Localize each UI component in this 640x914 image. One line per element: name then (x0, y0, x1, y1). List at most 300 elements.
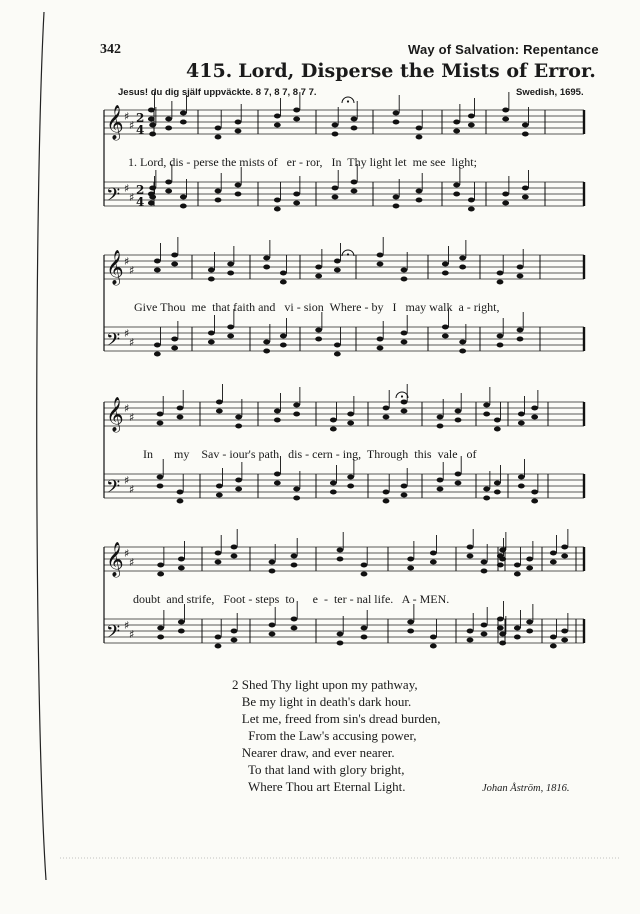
note-head (401, 409, 408, 414)
note-head (148, 108, 155, 113)
note-head (157, 421, 164, 426)
note-head (180, 111, 187, 116)
note-head (455, 481, 462, 486)
note-head (216, 409, 223, 414)
lyrics-line-2: Give Thou me that faith and vi - sion Where - by I may walk a - right, (134, 300, 500, 314)
note-head (291, 626, 298, 631)
note-head (401, 484, 408, 489)
note-head (149, 195, 156, 200)
fermata-dot (347, 100, 349, 102)
note-head (401, 400, 408, 405)
time-signature-top: 2 (136, 111, 145, 125)
note-head (347, 475, 354, 480)
treble-clef-icon: 𝄞 (106, 542, 124, 577)
page-number: 342 (100, 42, 121, 57)
note-head (235, 120, 242, 125)
note-head (483, 412, 490, 417)
note-head (407, 620, 414, 625)
note-head (401, 493, 408, 498)
sharp-icon: ♯ (129, 191, 135, 204)
note-head (383, 415, 390, 420)
note-head (274, 114, 281, 119)
note-head (334, 352, 341, 357)
note-head (526, 620, 533, 625)
note-head (293, 412, 300, 417)
note-head (315, 265, 322, 270)
note-head (330, 427, 337, 432)
note-head (165, 126, 172, 131)
tune-name: Jesus! du dig själf uppväckte. 8 7, 8 7, 8 7 7. (118, 87, 317, 98)
note-head (171, 253, 178, 258)
note-head (274, 418, 281, 423)
note-head (401, 340, 408, 345)
note-head (180, 204, 187, 209)
note-head (416, 189, 423, 194)
note-head (293, 192, 300, 197)
note-head (177, 499, 184, 504)
note-head (468, 123, 475, 128)
note-head (269, 560, 276, 565)
note-head (157, 563, 164, 568)
note-head (330, 490, 337, 495)
note-head (497, 563, 504, 568)
sharp-icon: ♯ (129, 411, 135, 424)
note-head (177, 406, 184, 411)
note-head (269, 569, 276, 574)
note-head (165, 117, 172, 122)
note-head (231, 545, 238, 550)
note-head (561, 554, 568, 559)
lyrics-line-3: In my Sav - iour's path dis - cern - ing, Through this vale of (143, 447, 477, 461)
note-head (157, 626, 164, 631)
note-head (497, 343, 504, 348)
note-head (467, 545, 474, 550)
note-head (216, 493, 223, 498)
sharp-icon: ♯ (129, 483, 135, 496)
note-head (274, 198, 281, 203)
note-head (178, 629, 185, 634)
note-head (332, 186, 339, 191)
sharp-icon: ♯ (129, 336, 135, 349)
note-head (561, 629, 568, 634)
note-head (526, 629, 533, 634)
note-head (280, 280, 287, 285)
note-head (334, 343, 341, 348)
note-head (531, 490, 538, 495)
note-head (274, 207, 281, 212)
note-head (416, 135, 423, 140)
note-head (177, 490, 184, 495)
note-head (401, 277, 408, 282)
note-head (148, 117, 155, 122)
fermata-dot (401, 395, 403, 397)
note-head (494, 427, 501, 432)
note-head (377, 262, 384, 267)
sharp-icon: ♯ (124, 327, 130, 340)
note-head (227, 325, 234, 330)
note-head (337, 557, 344, 562)
note-head (235, 424, 242, 429)
note-head (499, 548, 506, 553)
sharp-icon: ♯ (124, 402, 130, 415)
note-head (517, 274, 524, 279)
note-head (280, 271, 287, 276)
note-head (393, 120, 400, 125)
note-head (208, 268, 215, 273)
note-head (208, 340, 215, 345)
bass-clef-icon: 𝄢 (106, 477, 121, 502)
sharp-icon: ♯ (129, 628, 135, 641)
note-head (442, 262, 449, 267)
note-head (332, 132, 339, 137)
note-head (514, 563, 521, 568)
note-head (157, 484, 164, 489)
note-head (393, 204, 400, 209)
note-head (407, 557, 414, 562)
note-head (351, 126, 358, 131)
note-head (334, 268, 341, 273)
note-head (235, 487, 242, 492)
note-head (499, 632, 506, 637)
note-head (561, 545, 568, 550)
note-head (499, 557, 506, 562)
hymn-number: 415. (186, 60, 233, 82)
note-head (235, 183, 242, 188)
note-head (347, 484, 354, 489)
note-head (526, 557, 533, 562)
note-head (334, 259, 341, 264)
note-head (494, 418, 501, 423)
note-head (149, 132, 156, 137)
note-head (502, 201, 509, 206)
note-head (235, 478, 242, 483)
note-head (171, 262, 178, 267)
note-head (453, 129, 460, 134)
note-head (157, 635, 164, 640)
verse-line: 2 Shed Thy light upon my pathway, (232, 677, 418, 692)
time-signature-bottom: 4 (136, 195, 145, 209)
verse-line: From the Law's accusing power, (232, 728, 417, 743)
note-head (453, 120, 460, 125)
note-head (157, 572, 164, 577)
note-head (468, 114, 475, 119)
note-head (231, 629, 238, 634)
note-head (280, 343, 287, 348)
note-head (377, 253, 384, 258)
note-head (481, 569, 488, 574)
verse-line: Where Thou art Eternal Light. (232, 779, 406, 794)
note-head (337, 641, 344, 646)
bass-clef-icon: 𝄢 (106, 185, 121, 210)
note-head (351, 117, 358, 122)
note-head (531, 499, 538, 504)
note-head (330, 418, 337, 423)
sharp-icon: ♯ (124, 255, 130, 268)
verse-line: Let me, freed from sin's dread burden, (232, 711, 441, 726)
note-head (526, 566, 533, 571)
note-head (293, 496, 300, 501)
sharp-icon: ♯ (124, 474, 130, 487)
note-head (157, 475, 164, 480)
note-head (531, 406, 538, 411)
note-head (455, 472, 462, 477)
note-head (227, 262, 234, 267)
note-head (269, 623, 276, 628)
note-head (455, 418, 462, 423)
fermata-dot (347, 253, 349, 255)
note-head (407, 566, 414, 571)
note-head (215, 635, 222, 640)
note-head (263, 340, 270, 345)
note-head (416, 198, 423, 203)
note-head (481, 632, 488, 637)
note-head (332, 123, 339, 128)
note-head (442, 325, 449, 330)
note-head (274, 409, 281, 414)
note-head (171, 337, 178, 342)
note-head (157, 412, 164, 417)
lyrics-line-1: 1. Lord, dis - perse the mists of er - ror, In Thy light let me see light; (128, 155, 477, 169)
note-head (215, 551, 222, 556)
note-head (347, 421, 354, 426)
note-head (459, 256, 466, 261)
note-head (171, 346, 178, 351)
treble-clef-icon: 𝄞 (106, 397, 124, 432)
note-head (293, 487, 300, 492)
note-head (453, 183, 460, 188)
note-head (437, 487, 444, 492)
note-head (231, 554, 238, 559)
note-head (347, 412, 354, 417)
note-head (502, 117, 509, 122)
note-head (361, 563, 368, 568)
note-head (154, 352, 161, 357)
note-head (401, 268, 408, 273)
note-head (467, 554, 474, 559)
note-head (215, 135, 222, 140)
sharp-icon: ♯ (124, 182, 130, 195)
note-head (518, 484, 525, 489)
note-head (550, 635, 557, 640)
note-head (522, 186, 529, 191)
note-head (215, 560, 222, 565)
sharp-icon: ♯ (129, 556, 135, 569)
note-head (177, 415, 184, 420)
note-head (235, 192, 242, 197)
note-head (165, 189, 172, 194)
note-head (531, 415, 538, 420)
note-head (215, 126, 222, 131)
verse-2 (232, 676, 440, 795)
note-head (263, 256, 270, 261)
note-head (351, 180, 358, 185)
note-head (315, 337, 322, 342)
note-head (514, 626, 521, 631)
note-head (291, 554, 298, 559)
note-head (293, 117, 300, 122)
note-head (497, 271, 504, 276)
note-head (550, 551, 557, 556)
note-head (274, 123, 281, 128)
note-head (518, 412, 525, 417)
note-head (468, 198, 475, 203)
sharp-icon: ♯ (124, 110, 130, 123)
note-head (293, 403, 300, 408)
note-head (291, 563, 298, 568)
note-head (442, 334, 449, 339)
note-head (561, 638, 568, 643)
note-head (263, 349, 270, 354)
note-head (274, 472, 281, 477)
note-head (430, 635, 437, 640)
note-head (216, 400, 223, 405)
note-head (293, 108, 300, 113)
note-head (337, 548, 344, 553)
note-head (430, 644, 437, 649)
time-signature-top: 2 (136, 183, 145, 197)
note-head (502, 108, 509, 113)
note-head (502, 192, 509, 197)
note-head (383, 490, 390, 495)
note-head (468, 207, 475, 212)
lyrics-line-4: doubt and strife, Foot - steps to e - ter - nal life. A - MEN. (133, 592, 450, 606)
note-head (453, 192, 460, 197)
note-head (483, 403, 490, 408)
tune-source: Swedish, 1695. (516, 87, 584, 98)
note-head (280, 334, 287, 339)
note-head (227, 334, 234, 339)
note-head (483, 487, 490, 492)
note-head (550, 644, 557, 649)
note-head (180, 120, 187, 125)
note-head (383, 499, 390, 504)
note-head (497, 334, 504, 339)
note-head (154, 268, 161, 273)
note-head (550, 560, 557, 565)
note-head (459, 340, 466, 345)
sharp-icon: ♯ (124, 619, 130, 632)
note-head (393, 195, 400, 200)
sharp-icon: ♯ (129, 119, 135, 132)
note-head (361, 635, 368, 640)
note-head (494, 490, 501, 495)
section-heading: Way of Salvation: Repentance (408, 42, 599, 57)
note-head (377, 346, 384, 351)
note-head (165, 180, 172, 185)
note-head (455, 409, 462, 414)
note-head (517, 265, 524, 270)
note-head (393, 111, 400, 116)
treble-clef-icon: 𝄞 (106, 105, 124, 140)
note-head (263, 265, 270, 270)
note-head (497, 617, 504, 622)
binding-curve (37, 12, 46, 880)
note-head (148, 201, 155, 206)
note-head (235, 415, 242, 420)
note-head (180, 195, 187, 200)
bass-clef-icon: 𝄢 (106, 330, 121, 355)
note-head (330, 481, 337, 486)
note-head (437, 424, 444, 429)
note-head (467, 638, 474, 643)
note-head (231, 638, 238, 643)
note-head (208, 277, 215, 282)
note-head (514, 635, 521, 640)
note-head (517, 328, 524, 333)
note-head (437, 478, 444, 483)
note-head (517, 337, 524, 342)
note-head (332, 195, 339, 200)
note-head (154, 259, 161, 264)
note-head (383, 406, 390, 411)
note-head (430, 560, 437, 565)
note-head (499, 641, 506, 646)
note-head (522, 195, 529, 200)
note-head (291, 617, 298, 622)
bass-clef-icon: 𝄢 (106, 622, 121, 647)
note-head (494, 481, 501, 486)
note-head (514, 572, 521, 577)
note-head (442, 271, 449, 276)
note-head (416, 126, 423, 131)
note-head (315, 328, 322, 333)
note-head (351, 189, 358, 194)
note-head (459, 349, 466, 354)
note-head (315, 274, 322, 279)
note-head (178, 620, 185, 625)
note-head (274, 481, 281, 486)
sharp-icon: ♯ (129, 264, 135, 277)
note-head (481, 560, 488, 565)
note-head (481, 623, 488, 628)
hymn-title-text: Lord, Disperse the Mists of Error. (238, 60, 596, 82)
note-head (215, 189, 222, 194)
note-head (154, 343, 161, 348)
note-head (497, 280, 504, 285)
note-head (430, 551, 437, 556)
note-head (522, 132, 529, 137)
verse-line: Be my light in death's dark hour. (232, 694, 412, 709)
note-head (497, 626, 504, 631)
note-head (483, 496, 490, 501)
author: Johan Åström, 1816. (482, 783, 570, 794)
note-head (407, 629, 414, 634)
note-head (522, 123, 529, 128)
note-head (337, 632, 344, 637)
note-head (401, 331, 408, 336)
note-head (467, 629, 474, 634)
note-head (361, 626, 368, 631)
note-head (227, 271, 234, 276)
sharp-icon: ♯ (124, 547, 130, 560)
time-signature-bottom: 4 (136, 123, 145, 137)
note-head (361, 572, 368, 577)
note-head (208, 331, 215, 336)
treble-clef-icon: 𝄞 (106, 250, 124, 285)
note-head (216, 484, 223, 489)
note-head (149, 123, 156, 128)
verse-line: To that land with glory bright, (232, 762, 405, 777)
note-head (377, 337, 384, 342)
note-head (215, 198, 222, 203)
note-head (518, 421, 525, 426)
note-head (437, 415, 444, 420)
note-head (518, 475, 525, 480)
note-head (269, 632, 276, 637)
note-head (293, 201, 300, 206)
note-head (235, 129, 242, 134)
note-head (459, 265, 466, 270)
